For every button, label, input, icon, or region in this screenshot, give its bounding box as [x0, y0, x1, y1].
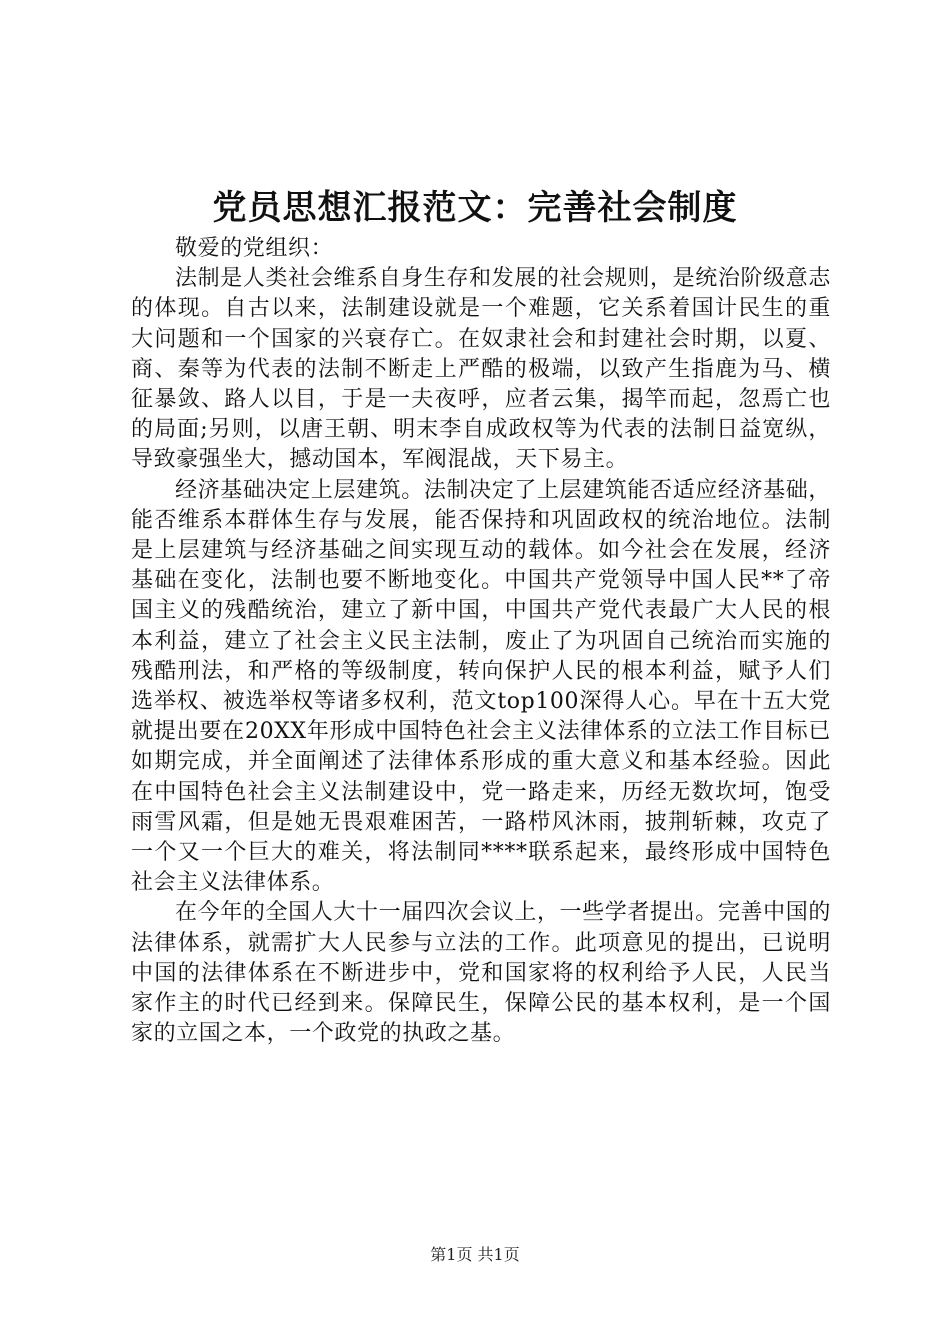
paragraph-2: 经济基础决定上层建筑。法制决定了上层建筑能否适应经济基础，能否维系本群体生存与发展，能否保持和巩固政权的统治地位。法制是上层建筑与经济基础之间实现互动的载体。如今社会在发展，经济基础在变化，法制也要不断地变化。中国共产党领导中国人民**了帝国主义的残酷统治，建立了新中国，中国共产党代表最广大人民的根本利益，建立了社会主义民主法制，废止了为巩固自己统治而实施的残酷刑法，和严格的等级制度，转向保护人民的根本利益，赋予人们选举权、被选举权等诸多权利，范文top100深得人心。早在十五大党就提出要在20XX年形成中国特色社会主义法律体系的立法工作目标已如期完成，并全面阐述了法律体系形成的重大意义和基本经验。因此在中国特色社会主义法制建设中，党一路走来，历经无数坎坷，饱受雨雪风霜，但是她无畏艰难困苦，一路栉风沐雨，披荆斩棘，攻克了一个又一个巨大的难关，将法制同****联系起来，最终形成中国特色社会主义法律体系。: [131, 477, 831, 896]
paragraph-1: 法制是人类社会维系自身生存和发展的社会规则，是统治阶级意志的体现。自古以来，法制建设就是一个难题，它关系着国计民生的重大问题和一个国家的兴衰存亡。在奴隶社会和封建社会时期，以夏、商、秦等为代表的法制不断走上严酷的极端，以致产生指鹿为马、横征暴敛、路人以目，于是一夫夜呼，应者云集，揭竿而起，忽焉亡也的局面;另则，以唐王朝、明末李自成政权等为代表的法制日益宽纵，导致豪强坐大，撼动国本，军阀混战，天下易主。: [131, 266, 831, 473]
paragraph-3: 在今年的全国人大十一届四次会议上，一些学者提出。完善中国的法律体系，就需扩大人民参与立法的工作。此项意见的提出，已说明中国的法律体系在不断进步中，党和国家将的权利给予人民，人民当家作主的时代已经到来。保障民生，保障公民的基本权利，是一个国家的立国之本，一个政党的执政之基。: [131, 900, 831, 1047]
document-title: 党员思想汇报范文：完善社会制度: [212, 188, 738, 228]
salutation: 敬爱的党组织：: [175, 236, 334, 261]
document-body: [131, 234, 831, 1049]
page-footer: 第1页 共1页: [430, 1245, 520, 1264]
